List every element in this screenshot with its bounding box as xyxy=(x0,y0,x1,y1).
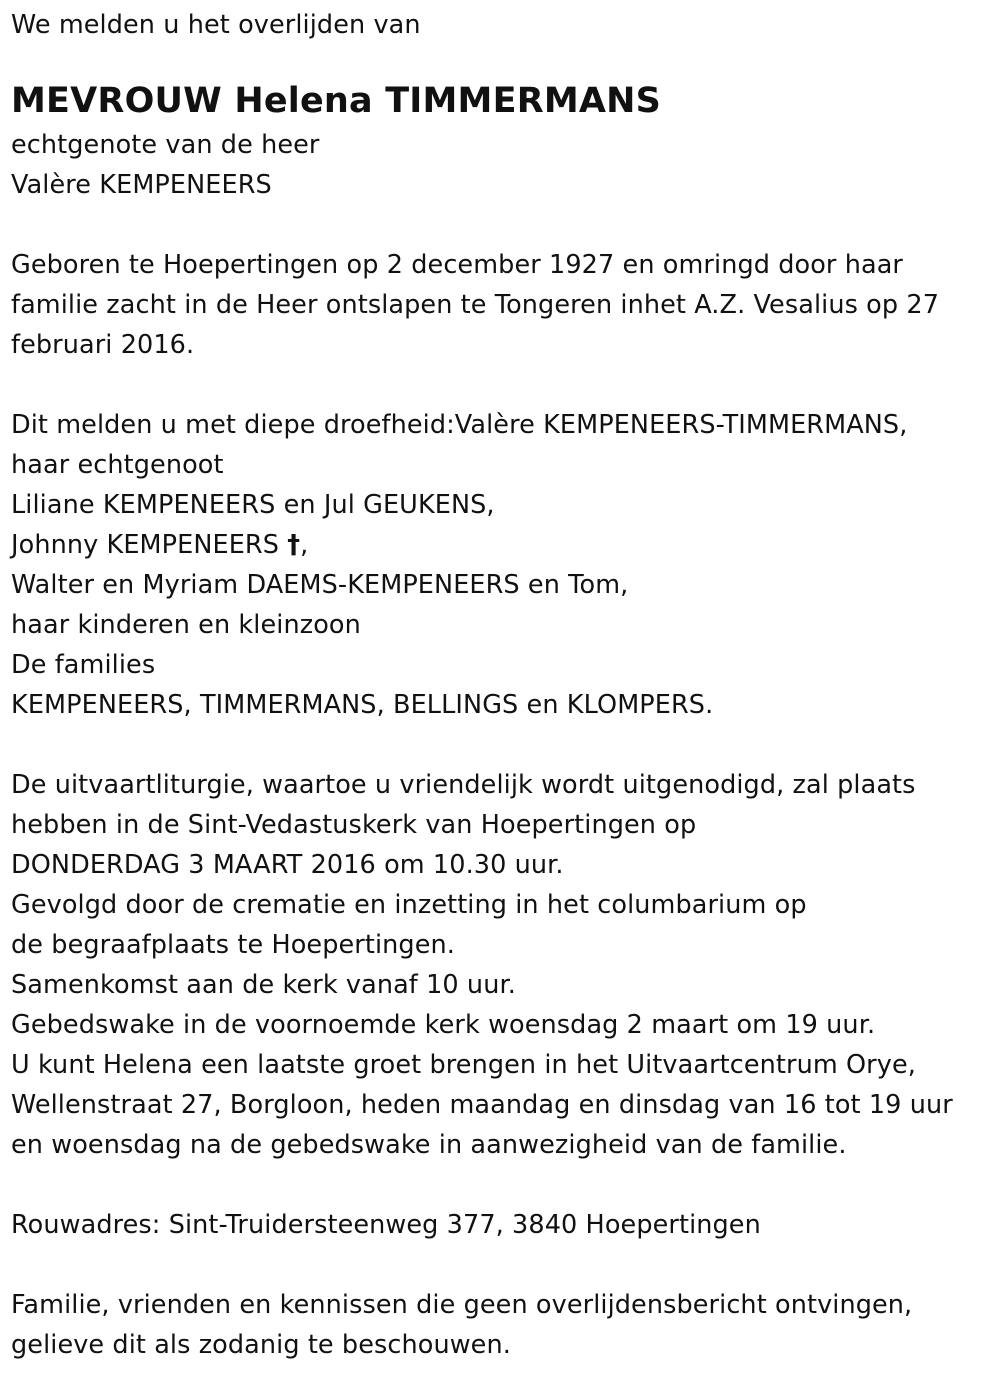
mourners-line: De families xyxy=(11,650,156,680)
funeral-date-line: DONDERDAG 3 MAART 2016 om 10.30 uur. xyxy=(11,850,564,880)
mourners-line: KEMPENEERS, TIMMERMANS, BELLINGS en KLOMPERS. xyxy=(11,690,714,720)
mourners-line: Liliane KEMPENEERS en Jul GEUKENS, xyxy=(11,490,495,520)
spouse-section xyxy=(11,125,986,205)
funeral-line: De uitvaartliturgie, waartoe u vriendelijk wordt uitgenodigd, zal plaats xyxy=(11,770,916,800)
closing-line: gelieve dit als zodanig te beschouwen. xyxy=(11,1330,511,1360)
mourners-line: haar echtgenoot xyxy=(11,450,224,480)
comma: , xyxy=(300,530,309,560)
funeral-line: Gevolgd door de crematie en inzetting in het columbarium op xyxy=(11,890,807,920)
paragraph-line: Geboren te Hoepertingen op 2 december 1927 en omringd door haar xyxy=(11,250,904,280)
obituary-document xyxy=(11,0,986,1365)
funeral-line: U kunt Helena een laatste groet brengen in het Uitvaartcentrum Orye, xyxy=(11,1050,916,1080)
spacer xyxy=(11,1165,986,1205)
funeral-line: Wellenstraat 27, Borgloon, heden maandag en dinsdag van 16 tot 19 uur xyxy=(11,1090,953,1120)
spacer xyxy=(11,725,986,765)
funeral-line: en woensdag na de gebedswake in aanwezigheid van de familie. xyxy=(11,1130,847,1160)
mourners-line-with-cross xyxy=(11,525,986,565)
spacer xyxy=(11,1245,986,1285)
spouse-line: echtgenote van de heer xyxy=(11,130,320,160)
spacer xyxy=(11,205,986,245)
funeral-line: Samenkomst aan de kerk vanaf 10 uur. xyxy=(11,970,516,1000)
mourners-line: Walter en Myriam DAEMS-KEMPENEERS en Tom, xyxy=(11,570,629,600)
deceased-name-heading: MEVROUW Helena TIMMERMANS xyxy=(11,81,662,121)
spacer xyxy=(11,365,986,405)
paragraph-line: familie zacht in de Heer ontslapen te Tongeren inhet A.Z. Vesalius op 27 xyxy=(11,290,940,320)
mourner-name: Johnny KEMPENEERS xyxy=(11,530,288,560)
mourners-line: haar kinderen en kleinzoon xyxy=(11,610,361,640)
spouse-name: Valère KEMPENEERS xyxy=(11,170,272,200)
intro-text: We melden u het overlijden van xyxy=(11,10,421,40)
funeral-line: hebben in de Sint-Vedastuskerk van Hoepertingen op xyxy=(11,810,697,840)
closing-line: Familie, vrienden en kennissen die geen overlijdensbericht ontvingen, xyxy=(11,1290,913,1320)
closing-section xyxy=(11,1285,986,1365)
mourners-line: Dit melden u met diepe droefheid:Valère KEMPENEERS-TIMMERMANS, xyxy=(11,410,908,440)
funeral-line: Gebedswake in de voornoemde kerk woensdag 2 maart om 19 uur. xyxy=(11,1010,876,1040)
funeral-line: de begraafplaats te Hoepertingen. xyxy=(11,930,455,960)
mourning-address: Rouwadres: Sint-Truidersteenweg 377, 3840 Hoepertingen xyxy=(11,1210,761,1240)
funeral-details-section xyxy=(11,765,986,1165)
cross-icon: † xyxy=(287,530,301,560)
mourners-section xyxy=(11,405,986,725)
birth-death-paragraph xyxy=(11,245,986,365)
paragraph-line: februari 2016. xyxy=(11,330,195,360)
